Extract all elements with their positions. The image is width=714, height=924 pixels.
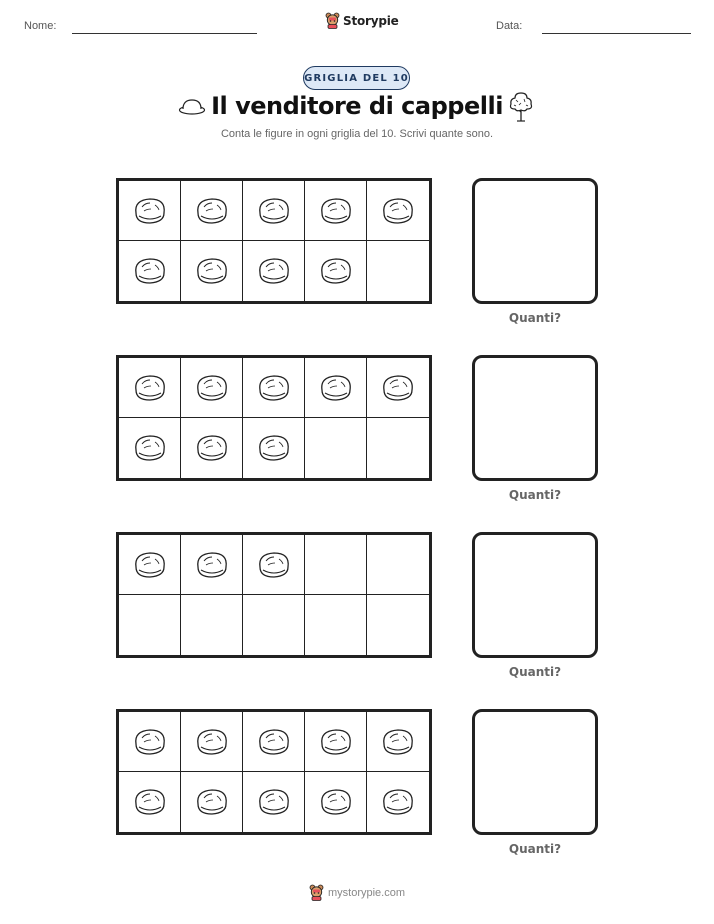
ten-frame-cell <box>305 712 367 772</box>
ten-frame-cell <box>181 595 243 655</box>
ten-frame <box>116 355 432 481</box>
ten-frame <box>116 178 432 304</box>
ten-frame-cell <box>181 418 243 478</box>
ten-frame-cell <box>305 358 367 418</box>
ten-frame-cell <box>367 535 429 595</box>
hat-icon <box>193 255 231 287</box>
hat-icon <box>131 786 169 818</box>
ten-frame-cell <box>367 772 429 832</box>
hat-icon <box>255 786 293 818</box>
hat-icon <box>379 786 417 818</box>
page-title: Il venditore di cappelli <box>211 92 503 120</box>
hat-icon <box>379 195 417 227</box>
ten-frame-cell <box>243 772 305 832</box>
bear-logo-icon <box>309 884 324 901</box>
ten-frame-cell <box>367 418 429 478</box>
ten-frame-cell <box>119 712 181 772</box>
hat-icon <box>255 255 293 287</box>
ten-frame-cell <box>181 358 243 418</box>
hat-icon <box>193 432 231 464</box>
instructions: Conta le figure in ogni griglia del 10. Scrivi quante sono. <box>220 128 494 140</box>
ten-frame <box>116 709 432 835</box>
ten-frame-cell <box>243 358 305 418</box>
name-line[interactable] <box>72 33 257 34</box>
ten-frame-cell <box>305 241 367 301</box>
ten-frame-cell <box>305 181 367 241</box>
answer-label: Quanti? <box>508 842 562 856</box>
ten-frame-cell <box>367 181 429 241</box>
hat-icon <box>255 195 293 227</box>
hat-icon <box>193 195 231 227</box>
ten-frame-cell <box>119 181 181 241</box>
hat-icon <box>193 549 231 581</box>
ten-frame-cell <box>181 181 243 241</box>
ten-frame-cell <box>243 418 305 478</box>
hat-icon <box>317 786 355 818</box>
hat-icon <box>317 372 355 404</box>
ten-frame-cell <box>305 772 367 832</box>
answer-box[interactable] <box>472 709 598 835</box>
ten-frame-cell <box>243 535 305 595</box>
ten-frame-cell <box>367 241 429 301</box>
ten-frame-cell <box>367 712 429 772</box>
hat-icon <box>131 726 169 758</box>
ten-frame-cell <box>243 712 305 772</box>
brand-name: Storypie <box>343 13 399 28</box>
hat-icon <box>131 549 169 581</box>
ten-frame-cell <box>243 241 305 301</box>
hat-icon <box>317 255 355 287</box>
hat-icon <box>317 726 355 758</box>
hat-icon <box>131 372 169 404</box>
ten-frame-cell <box>181 712 243 772</box>
ten-frame-cell <box>243 595 305 655</box>
hat-icon <box>255 726 293 758</box>
ten-frame-cell <box>305 418 367 478</box>
bear-logo-icon <box>325 12 340 29</box>
ten-frame-cell <box>367 358 429 418</box>
ten-frame-cell <box>243 181 305 241</box>
answer-label: Quanti? <box>508 488 562 502</box>
hat-icon <box>131 195 169 227</box>
footer-url: mystorypie.com <box>327 886 406 899</box>
name-label: Nome: <box>24 20 57 32</box>
ten-frame-cell <box>305 595 367 655</box>
ten-frame-cell <box>367 595 429 655</box>
hat-icon <box>255 432 293 464</box>
ten-frame-cell <box>181 535 243 595</box>
ten-frame-cell <box>119 535 181 595</box>
ten-frame-cell <box>181 772 243 832</box>
ten-frame-cell <box>119 241 181 301</box>
answer-box[interactable] <box>472 355 598 481</box>
hat-icon <box>255 549 293 581</box>
hat-icon <box>193 726 231 758</box>
ten-frame-cell <box>181 241 243 301</box>
ten-frame-cell <box>119 772 181 832</box>
hat-icon <box>193 786 231 818</box>
hat-icon <box>131 432 169 464</box>
footer <box>0 884 714 901</box>
hat-icon <box>255 372 293 404</box>
ten-frame-cell <box>119 358 181 418</box>
answer-box[interactable] <box>472 178 598 304</box>
ten-frame <box>116 532 432 658</box>
topic-badge: GRIGLIA DEL 10 <box>303 66 410 90</box>
hat-icon <box>379 726 417 758</box>
brand <box>325 12 399 29</box>
answer-label: Quanti? <box>508 311 562 325</box>
ten-frame-cell <box>119 418 181 478</box>
hat-icon <box>131 255 169 287</box>
ten-frame-cell <box>305 535 367 595</box>
date-line[interactable] <box>542 33 691 34</box>
ten-frame-cell <box>119 595 181 655</box>
hat-icon <box>379 372 417 404</box>
date-label: Data: <box>496 20 523 32</box>
answer-label: Quanti? <box>508 665 562 679</box>
answer-box[interactable] <box>472 532 598 658</box>
hat-icon <box>317 195 355 227</box>
tree-icon <box>506 90 536 122</box>
hat-icon <box>193 372 231 404</box>
